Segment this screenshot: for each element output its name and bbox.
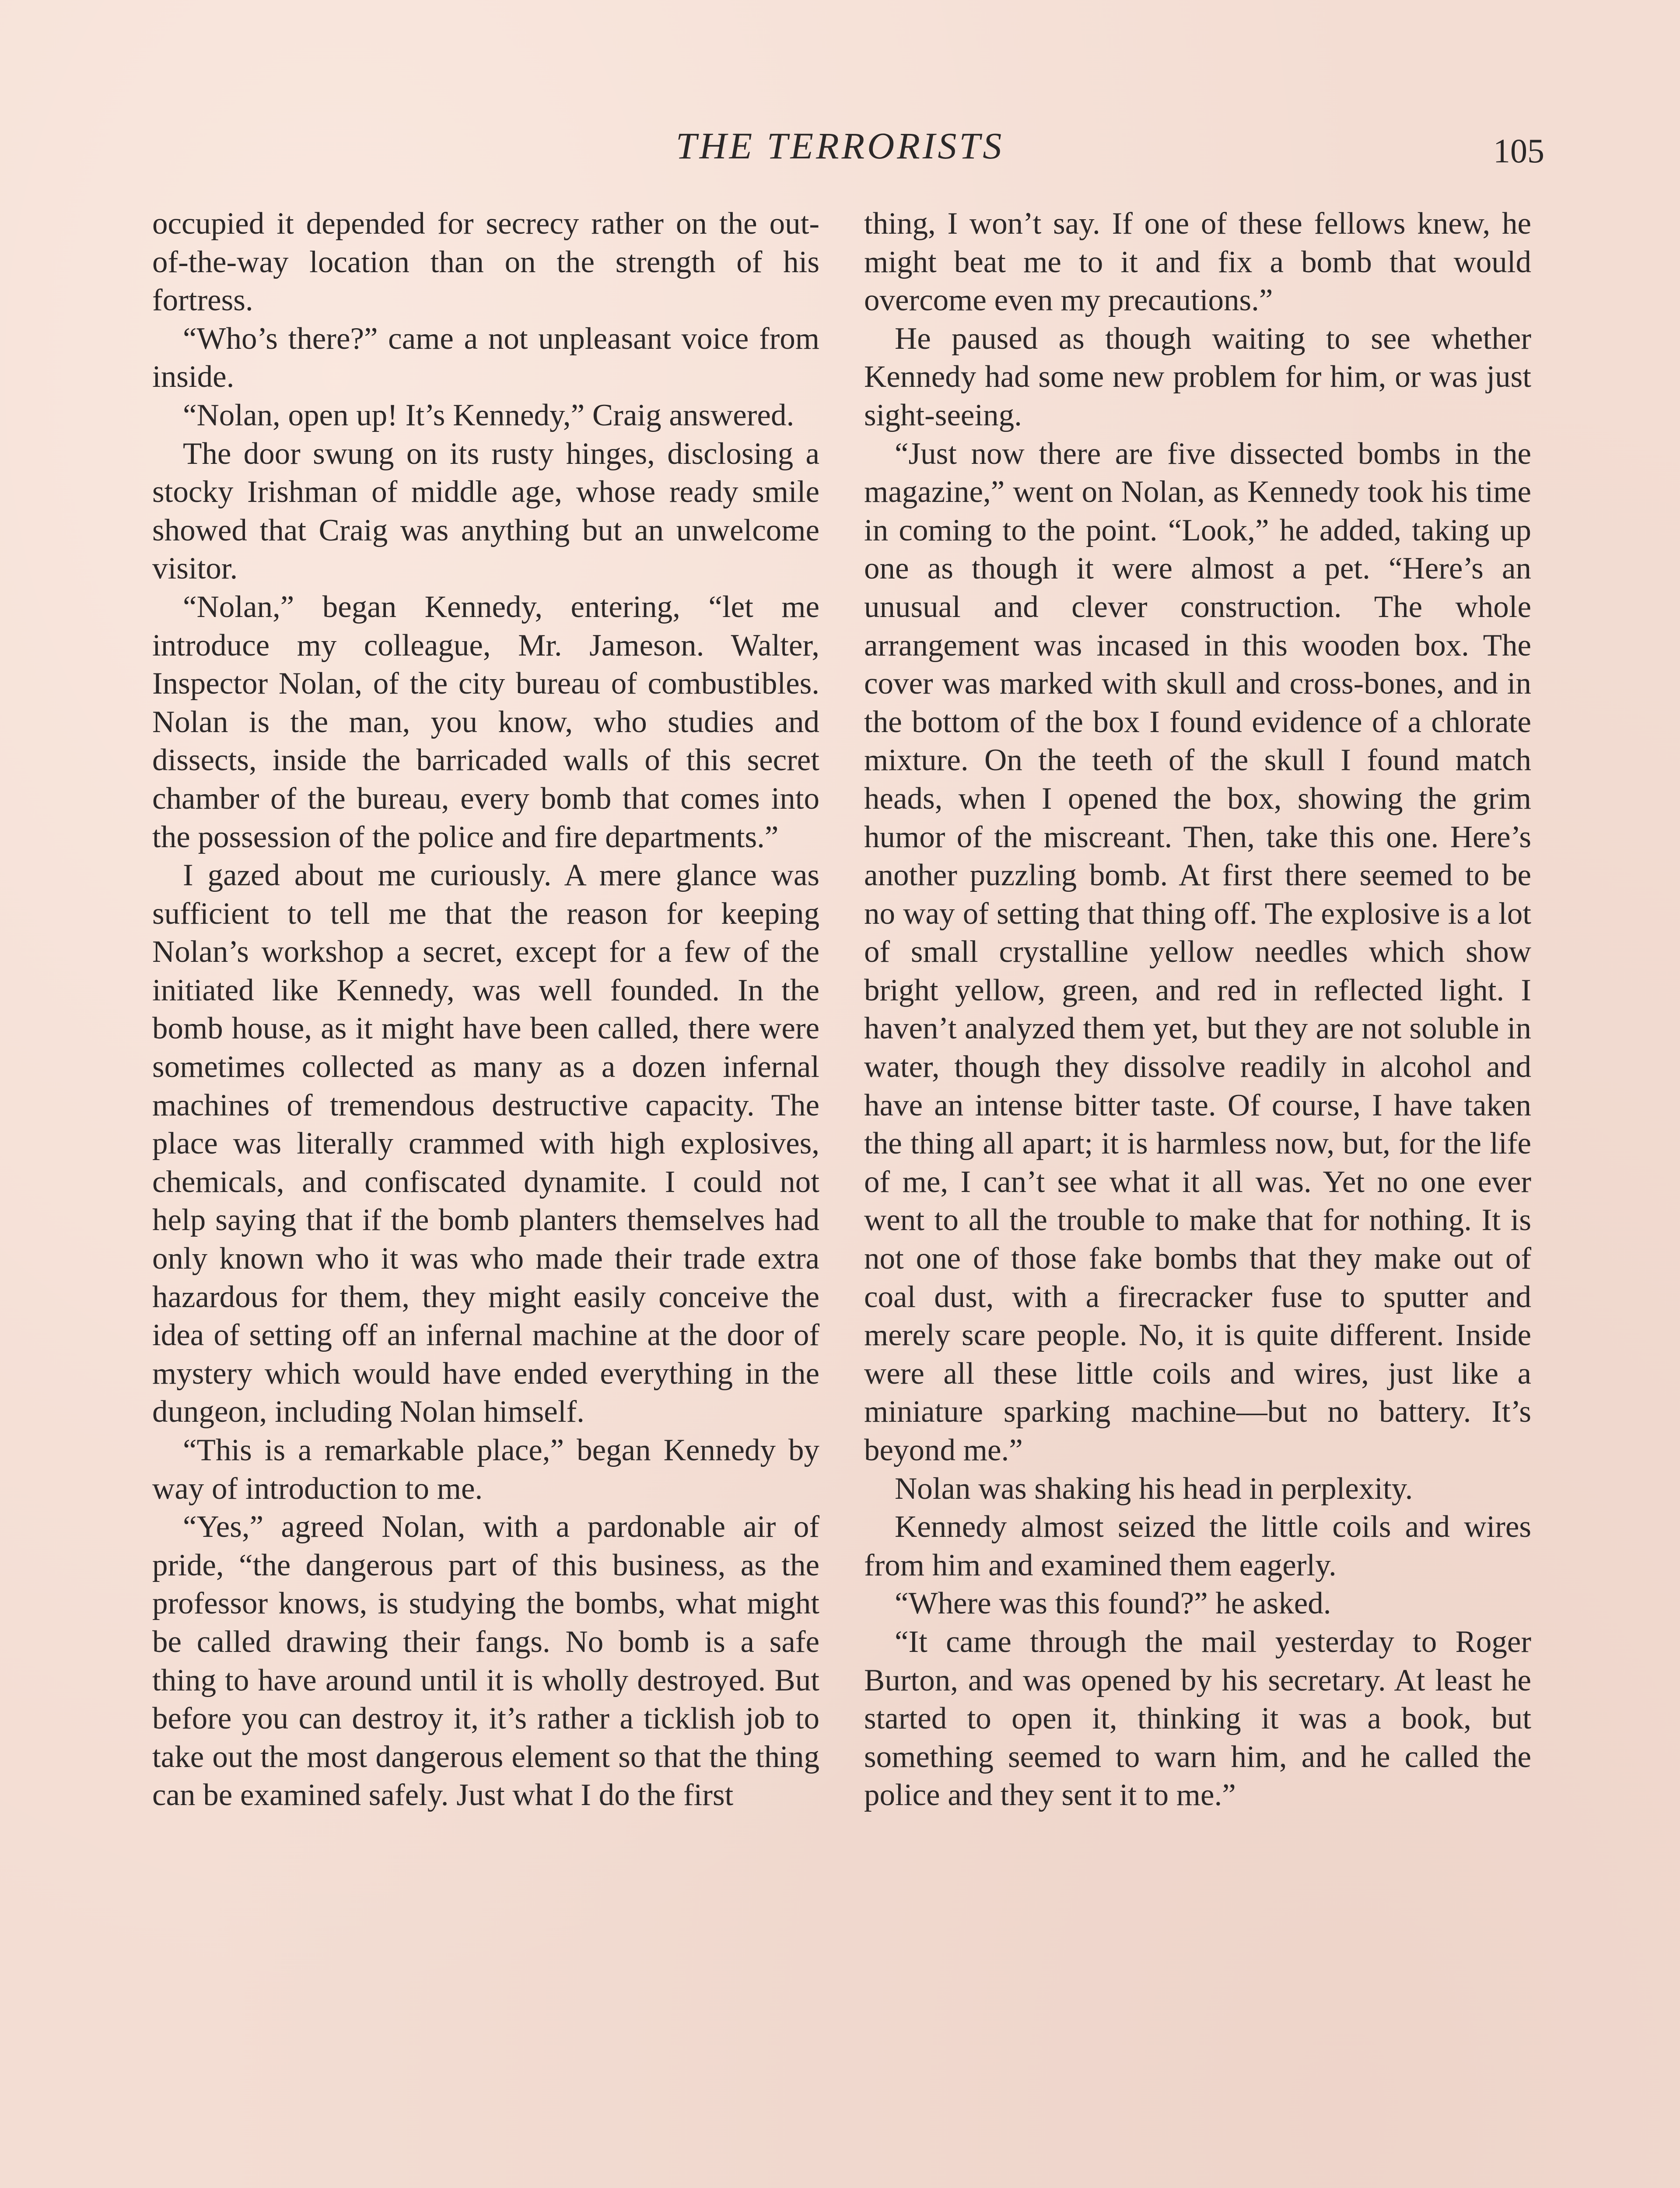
running-title: THE TERRORISTS — [676, 125, 1004, 167]
page-number: 105 — [1493, 132, 1544, 170]
left-text-column — [152, 205, 819, 1815]
paragraph: “Nolan, open up! It’s Kennedy,” Craig answered. — [183, 398, 794, 432]
paragraph: Nolan was shaking his head in perplexity. — [895, 1471, 1413, 1506]
paragraph: “Who’s there?” came a not unpleasant voice from inside. — [152, 321, 819, 394]
paragraph: “Nolan,” began Kennedy, entering, “let me introduce my colleague, Mr. Jameson. Walter, Inspector Nolan, of the city bureau of combustibles. Nolan is the man, you know, who studies and dissects, inside the barricaded walls of this secret chamber of the bureau, every bomb that comes into the possession of the police and fire departments.” — [152, 589, 819, 854]
paragraph: I gazed about me curiously. A mere glance was sufficient to tell me that the reason for keeping Nolan’s workshop a secret, except for a few of the initiated like Kennedy, was well founded. In the bomb house, as it might have been called, there were sometimes collected as many as a dozen infernal machines of tremendous destructive capacity. The place was literally crammed with high explosives, chemicals, and confiscated dynamite. I could not help saying that if the bomb planters themselves had only known who it was who made their trade extra hazardous for them, they might easily conceive the idea of setting off an infernal machine at the door of mystery which would have ended everything in the dungeon, including Nolan himself. — [152, 858, 819, 1429]
paragraph: “Just now there are five dissected bombs in the magazine,” went on Nolan, as Kennedy took his time in coming to the point. “Look,” he added, taking up one as though it were almost a pet. “Here’s an unusual and clever construction. The whole arrangement was incased in this wooden box. The cover was marked with skull and cross-bones, and in the bottom of the box I found evidence of a chlorate mixture. On the teeth of the skull I found match heads, when I opened the box, showing the grim humor of the miscreant. Then, take this one. Here’s another puzzling bomb. At first there seemed to be no way of setting that thing off. The explosive is a lot of small crystalline yellow needles which show bright yellow, green, and red in reflected light. I haven’t analyzed them yet, but they are not soluble in water, though they dissolve readily in alcohol and have an intense bitter taste. Of course, I have taken the thing all apart; it is harmless now, but, for the life of me, I can’t see what it all was. Yet no one ever went to all the trouble to make that for nothing. It is not one of those fake bombs that they make out of coal dust, with a firecracker fuse to sputter and merely scare people. No, it is quite different. Inside were all these little coils and wires, just like a miniature sparking machine—but no battery. It’s beyond me.” — [864, 436, 1531, 1467]
paragraph: “This is a remarkable place,” began Kennedy by way of introduction to me. — [152, 1433, 819, 1506]
paragraph: “It came through the mail yesterday to Roger Burton, and was opened by his secretary. At least he started to open it, thinking it was a book, but something seemed to warn him, and he called the police and they sent it to me.” — [864, 1624, 1531, 1813]
paragraph: The door swung on its rusty hinges, disclosing a stocky Irishman of middle age, whose ready smile showed that Craig was anything but an unwelcome visitor. — [152, 436, 819, 586]
paragraph: “Yes,” agreed Nolan, with a pardonable air of pride, “the dangerous part of this business, as the professor knows, is studying the bombs, what might be called drawing their fangs. No bomb is a safe thing to have around until it is wholly destroyed. But before you can destroy it, it’s rather a ticklish job to take out the most dangerous element so that the thing can be examined safely. Just what I do the first — [152, 1510, 819, 1813]
paragraph: Kennedy almost seized the little coils and wires from him and examined them eagerly. — [864, 1510, 1531, 1582]
right-text-column — [864, 205, 1531, 1815]
paragraph: thing, I won’t say. If one of these fellows knew, he might beat me to it and fix a bomb that would overcome even my precautions.” — [864, 207, 1531, 318]
paragraph: He paused as though waiting to see whether Kennedy had some new problem for him, or was just sight-seeing. — [864, 321, 1531, 432]
paragraph: occupied it depended for secrecy rather on the out-of-the-way location than on the strength of his fortress. — [152, 207, 819, 318]
paragraph: “Where was this found?” he asked. — [895, 1586, 1331, 1621]
